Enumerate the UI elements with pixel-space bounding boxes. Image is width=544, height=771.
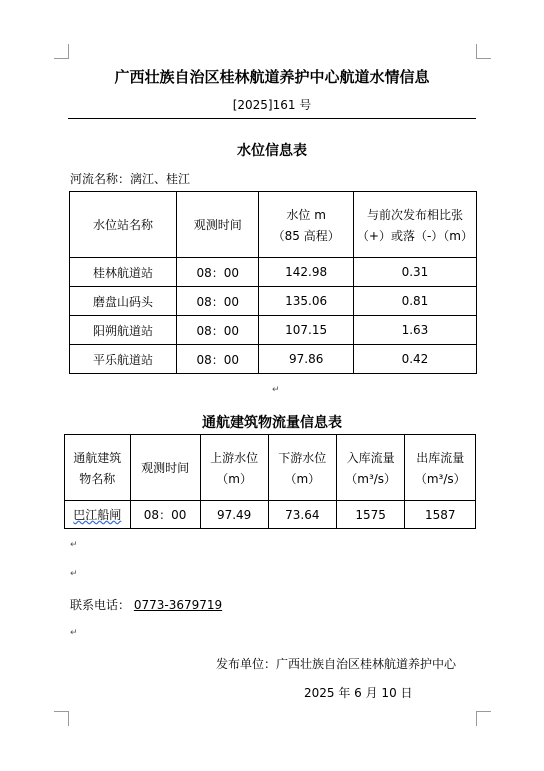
time-cell: 08：00 — [177, 345, 259, 374]
publisher-line: 发布单位：广西壮族自治区桂林航道养护中心 — [216, 657, 457, 671]
name-cell — [65, 501, 131, 529]
header-outflow-line1: 出库流量 — [416, 450, 465, 465]
header-level — [259, 192, 353, 258]
table-row — [65, 501, 476, 529]
table-row — [70, 287, 477, 316]
lock-name: 巴江船闸 — [73, 508, 122, 522]
crop-mark-top-right — [476, 44, 491, 59]
header-upstream-line1: 上游水位 — [210, 450, 259, 465]
time-cell: 08：00 — [177, 316, 259, 345]
header-outflow — [405, 435, 476, 501]
contact-label: 联系电话： — [70, 598, 131, 612]
header-inflow-line2: （m³/s） — [345, 471, 397, 486]
change-cell: 0.42 — [353, 345, 476, 374]
time-cell: 08：00 — [177, 258, 259, 287]
header-downstream-line2: （m） — [284, 471, 321, 486]
contact-line — [70, 596, 222, 613]
flow-table-title: 通航建筑物流量信息表 — [202, 415, 342, 431]
station-cell: 平乐航道站 — [70, 345, 177, 374]
header-time: 观测时间 — [130, 435, 200, 501]
header-downstream — [268, 435, 336, 501]
station-cell: 桂林航道站 — [70, 258, 177, 287]
header-downstream-line1: 下游水位 — [278, 450, 327, 465]
time-cell: 08：00 — [130, 501, 200, 529]
paragraph-mark-icon: ↵ — [272, 385, 280, 395]
table-row — [70, 345, 477, 374]
table-header-row — [70, 192, 477, 258]
header-name — [65, 435, 131, 501]
station-cell: 阳朔航道站 — [70, 316, 177, 345]
change-cell: 0.81 — [353, 287, 476, 316]
header-divider — [68, 118, 476, 119]
header-name-line1: 通航建筑 — [73, 450, 122, 465]
outflow-cell: 1587 — [405, 501, 476, 529]
paragraph-mark-icon: ↵ — [70, 628, 78, 638]
level-cell: 135.06 — [259, 287, 353, 316]
document-title: 广西壮族自治区桂林航道养护中心航道水情信息 — [114, 68, 430, 86]
table-row — [70, 258, 477, 287]
level-cell: 97.86 — [259, 345, 353, 374]
header-inflow-line1: 入库流量 — [346, 450, 395, 465]
level-cell: 142.98 — [259, 258, 353, 287]
header-change — [353, 192, 476, 258]
station-cell: 磨盘山码头 — [70, 287, 177, 316]
header-name-line2: 物名称 — [79, 471, 116, 486]
header-time: 观测时间 — [177, 192, 259, 258]
header-upstream — [200, 435, 268, 501]
document-number: [2025]161 号 — [232, 98, 312, 112]
river-name-label: 河流名称：漓江、桂江 — [70, 172, 191, 186]
crop-mark-top-left — [54, 44, 69, 59]
paragraph-mark-icon: ↵ — [70, 540, 78, 550]
crop-mark-bottom-right — [476, 711, 491, 726]
change-cell: 1.63 — [353, 316, 476, 345]
header-change-line2: （+）或落（-）（m） — [356, 228, 473, 243]
water-level-table — [69, 191, 477, 374]
contact-number: 0773-3679719 — [133, 598, 223, 612]
time-cell: 08：00 — [177, 287, 259, 316]
crop-mark-bottom-left — [54, 711, 69, 726]
inflow-cell: 1575 — [336, 501, 405, 529]
level-cell: 107.15 — [259, 316, 353, 345]
downstream-cell: 73.64 — [268, 501, 336, 529]
publish-date: 2025 年 6 月 10 日 — [304, 686, 413, 700]
table-header-row — [65, 435, 476, 501]
water-level-table-title: 水位信息表 — [237, 143, 307, 159]
header-upstream-line2: （m） — [216, 471, 252, 486]
header-level-line2: （85 高程） — [272, 228, 340, 243]
header-level-line1: 水位 m — [286, 207, 326, 222]
header-station: 水位站名称 — [70, 192, 177, 258]
paragraph-mark-icon: ↵ — [70, 569, 78, 579]
header-change-line1: 与前次发布相比张 — [366, 207, 463, 222]
flow-table — [64, 434, 476, 529]
header-inflow — [336, 435, 405, 501]
upstream-cell: 97.49 — [200, 501, 268, 529]
header-outflow-line2: （m³/s） — [414, 471, 466, 486]
change-cell: 0.31 — [353, 258, 476, 287]
table-row — [70, 316, 477, 345]
